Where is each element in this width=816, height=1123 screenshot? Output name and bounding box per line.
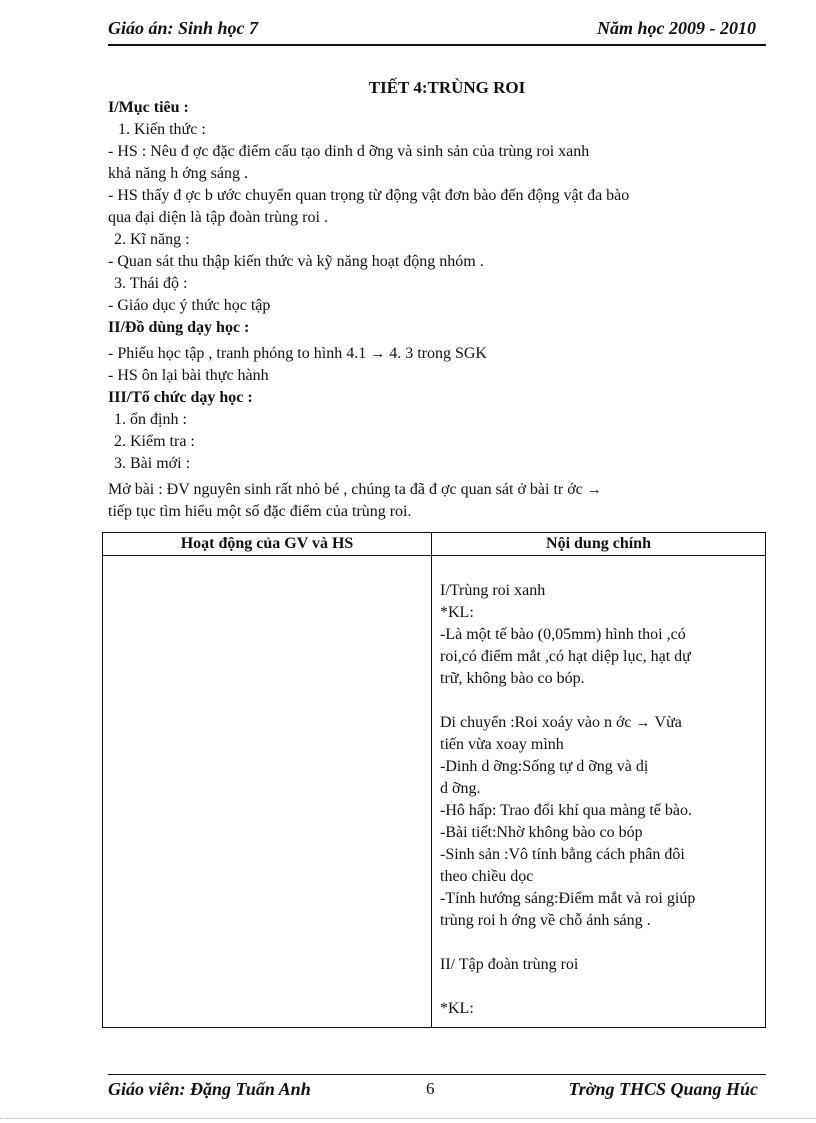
step-check: 2. Kiểm tra : xyxy=(114,433,195,450)
subsection-skills: 2. Kĩ năng : xyxy=(114,231,190,248)
column-header-activities: Hoạt động của GV và HS xyxy=(103,533,432,556)
content-line: roi,có điểm mắt ,có hạt diệp lục, hạt dự xyxy=(440,648,691,665)
content-line: theo chiều dọc xyxy=(440,868,534,885)
text-fragment: Mở bài : ĐV nguyên sinh rất nhỏ bé , chúng ta đã đ ợc quan sát ở bài tr ớc xyxy=(108,481,583,498)
page-edge-divider xyxy=(0,1118,816,1119)
content-line: II/ Tập đoàn trùng roi xyxy=(440,956,579,973)
content-line: trữ, không bào co bóp. xyxy=(440,670,585,687)
text-line: khả năng h ớng sáng . xyxy=(108,165,248,182)
footer-school: Trờng THCS Quang Húc xyxy=(568,1079,758,1099)
subsection-knowledge: 1. Kiến thức : xyxy=(118,121,206,138)
step-new-lesson: 3. Bài mới : xyxy=(114,455,191,472)
lesson-title: TIẾT 4:TRÙNG ROI xyxy=(368,78,526,97)
section-objectives-heading: I/Mục tiêu : xyxy=(108,99,189,116)
table-header-row xyxy=(103,533,766,556)
content-line: -Tính hướng sáng:Điểm mắt và roi giúp xyxy=(440,890,696,907)
header-subject: Giáo án: Sinh học 7 xyxy=(108,18,259,38)
text-line: tiếp tục tìm hiểu một số đặc điểm của trùng roi. xyxy=(108,503,412,520)
content-line: d ỡng. xyxy=(440,780,481,797)
footer-teacher: Giáo viên: Đặng Tuấn Anh xyxy=(108,1079,311,1099)
column-header-content: Nội dung chính xyxy=(432,533,766,556)
content-line: tiến vừa xoay mình xyxy=(440,736,564,753)
content-line xyxy=(440,712,759,734)
page-number: 6 xyxy=(426,1079,435,1098)
header-school-year: Năm học 2009 - 2010 xyxy=(597,18,756,38)
arrow-right-icon: → xyxy=(370,346,386,362)
arrow-right-icon: → xyxy=(635,715,651,731)
content-line: -Sinh sản :Vô tính bằng cách phân đôi xyxy=(440,846,685,863)
arrow-right-icon: → xyxy=(586,482,602,498)
document-body xyxy=(108,97,768,523)
cell-activities xyxy=(103,556,432,1028)
content-line: -Bài tiết:Nhờ không bào co bóp xyxy=(440,824,643,841)
content-line: I/Trùng roi xanh xyxy=(440,582,546,599)
text-line: - Giáo dục ý thức học tập xyxy=(108,297,271,314)
content-line: -Là một tế bào (0,05mm) hình thoi ,có xyxy=(440,626,686,643)
step-stabilize: 1. ổn định : xyxy=(114,411,187,428)
text-line: - HS thấy đ ợc b ước chuyển quan trọng từ động vật đơn bào đến động vật đa bào xyxy=(108,187,630,204)
text-line: - Quan sát thu thập kiến thức và kỹ năng hoạt động nhóm . xyxy=(108,253,484,270)
subsection-attitude: 3. Thái độ : xyxy=(114,275,188,292)
page-header xyxy=(108,18,766,46)
text-fragment: 4. 3 trong SGK xyxy=(389,345,487,362)
text-fragment: Di chuyển :Roi xoáy vào n ớc xyxy=(440,714,632,731)
table-row xyxy=(103,556,766,1028)
text-fragment: Vừa xyxy=(654,714,682,731)
section-materials-heading: II/Đồ dùng dạy học : xyxy=(108,319,250,336)
text-line: - HS ôn lại bài thực hành xyxy=(108,367,269,384)
content-line: -Dinh d ỡng:Sống tự d ỡng và dị xyxy=(440,758,649,775)
section-organization-heading: III/Tổ chức dạy học : xyxy=(108,389,253,406)
text-line xyxy=(108,479,768,501)
content-line: *KL: xyxy=(440,604,474,621)
text-fragment: - Phiếu học tập , tranh phóng to hình 4.1 xyxy=(108,345,367,362)
lesson-table xyxy=(102,532,766,1028)
page-footer xyxy=(108,1074,766,1101)
content-line: *KL: xyxy=(440,1000,474,1017)
text-line xyxy=(108,343,768,365)
cell-content xyxy=(432,556,766,1028)
content-line: trùng roi h ớng về chỗ ánh sáng . xyxy=(440,912,651,929)
text-line: - HS : Nêu đ ợc đặc điểm cấu tạo dinh d ỡng và sinh sản của trùng roi xanh xyxy=(108,143,590,160)
content-line: -Hô hấp: Trao đổi khí qua màng tế bào. xyxy=(440,802,692,819)
text-line: qua đại diện là tập đoàn trùng roi . xyxy=(108,209,328,226)
